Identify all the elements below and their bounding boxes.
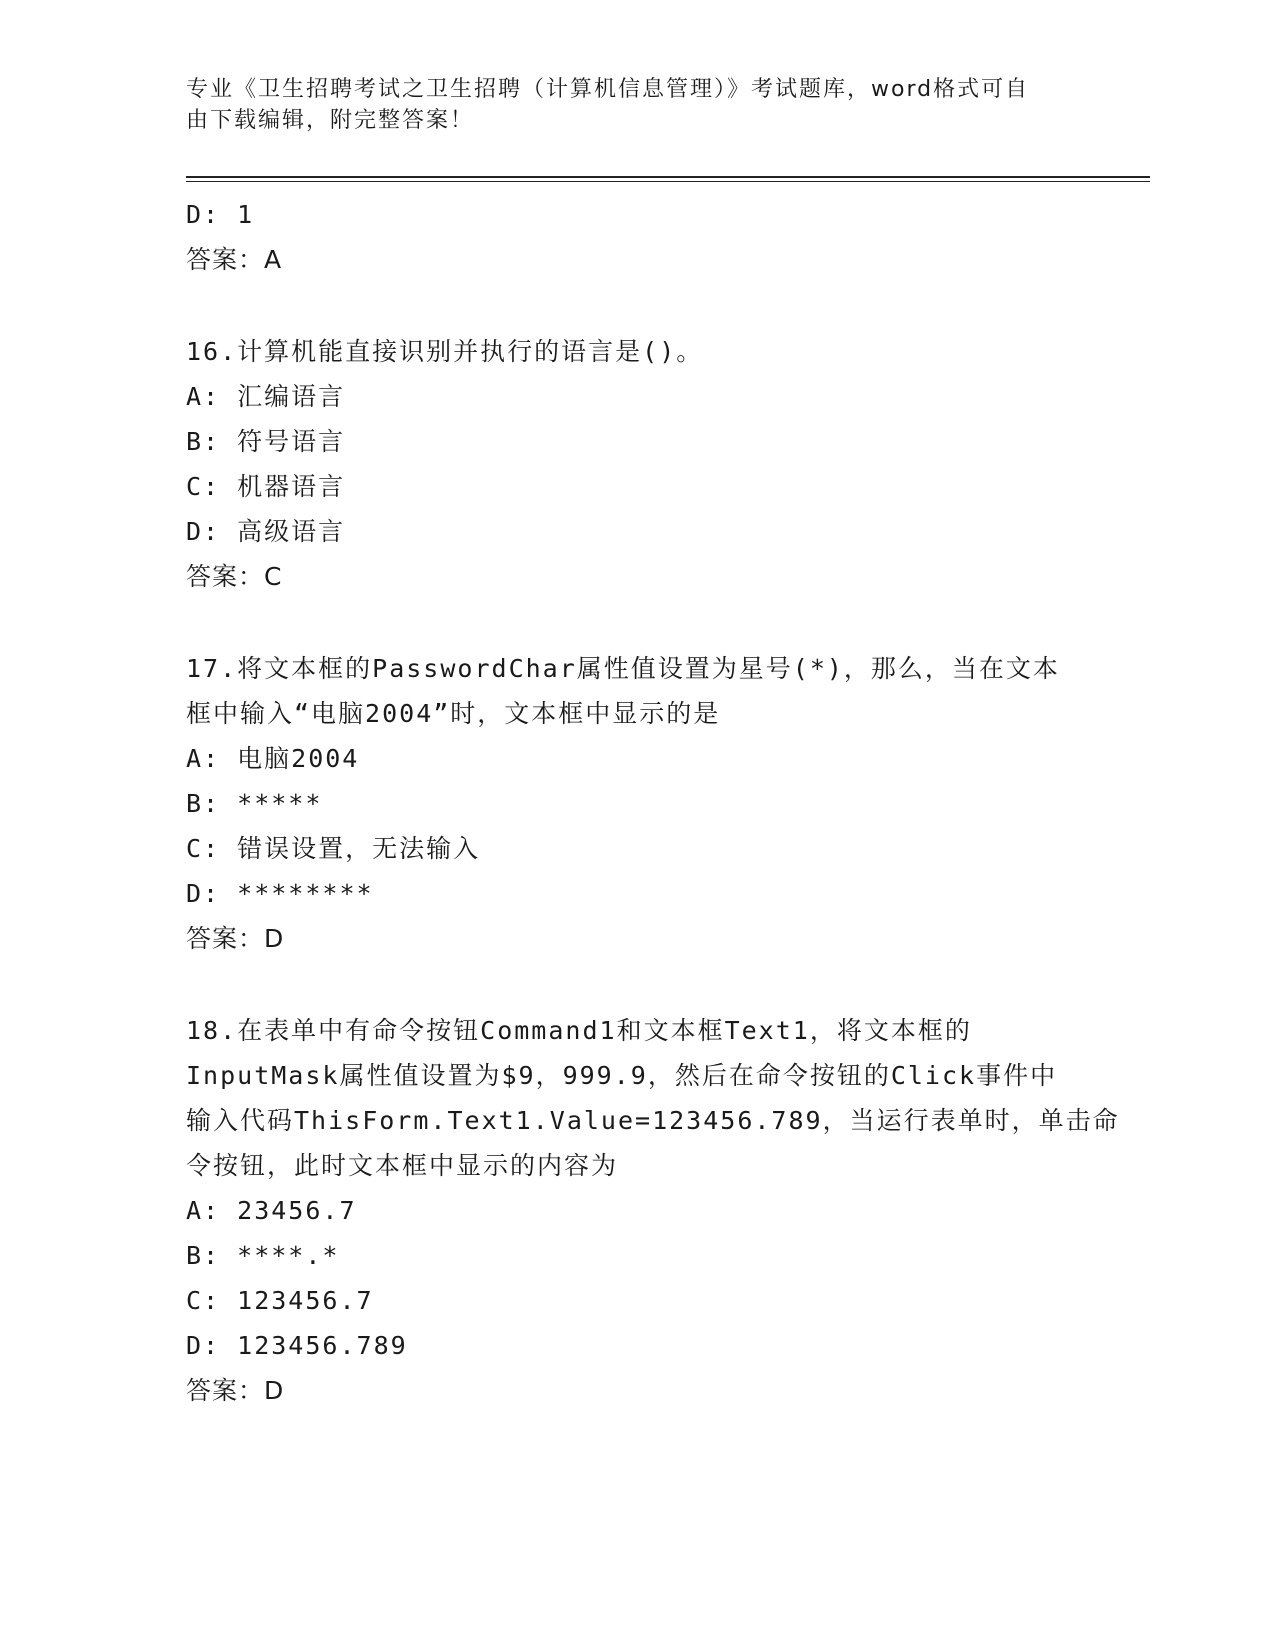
header-divider-thin <box>186 181 1150 182</box>
q17-option-a: A: 电脑2004 <box>186 744 360 773</box>
q16-stem: 16.计算机能直接识别并执行的语言是()。 <box>186 337 704 366</box>
q16-answer: 答案：C <box>186 562 283 591</box>
spacer <box>186 282 1086 329</box>
q18-option-c: C: 123456.7 <box>186 1286 374 1315</box>
q17-stem-line-1: 17.将文本框的PasswordChar属性值设置为星号(*)，那么，当在文本 <box>186 654 1060 683</box>
header-divider-thick <box>186 176 1150 178</box>
q18-option-b: B: ****.* <box>186 1241 340 1270</box>
q18-stem-line-4: 令按钮，此时文本框中显示的内容为 <box>186 1151 619 1180</box>
q16-option-b: B: 符号语言 <box>186 427 346 456</box>
q16-option-a: A: 汇编语言 <box>186 382 346 411</box>
q18-option-a: A: 23456.7 <box>186 1196 357 1225</box>
question-list <box>186 192 1120 1413</box>
q18-option-d: D: 123456.789 <box>186 1331 408 1360</box>
spacer <box>186 599 1086 646</box>
q18-stem-line-3: 输入代码ThisForm.Text1.Value=123456.789，当运行表单时，单击命 <box>186 1106 1120 1135</box>
q17-stem-line-2: 框中输入“电脑2004”时，文本框中显示的是 <box>186 699 721 728</box>
header-line-1: 专业《卫生招聘考试之卫生招聘（计算机信息管理）》考试题库，word格式可自 <box>186 77 1030 102</box>
q17-option-b: B: ***** <box>186 789 323 818</box>
q17-answer: 答案：D <box>186 924 285 953</box>
prev-option-d: D: 1 <box>186 200 255 229</box>
q18-stem-line-2: InputMask属性值设置为$9，999.9，然后在命令按钮的Click事件中 <box>186 1061 1058 1090</box>
q18-stem-line-1: 18.在表单中有命令按钮Command1和文本框Text1，将文本框的 <box>186 1016 972 1045</box>
header-line-2: 由下载编辑，附完整答案！ <box>186 108 475 133</box>
q17-option-d: D: ******** <box>186 879 374 908</box>
q18-answer: 答案：D <box>186 1376 285 1405</box>
prev-answer: 答案：A <box>186 245 283 274</box>
document-header <box>186 74 1066 136</box>
q16-option-c: C: 机器语言 <box>186 472 346 501</box>
q17-option-c: C: 错误设置，无法输入 <box>186 834 481 863</box>
spacer <box>186 961 1086 1008</box>
q16-option-d: D: 高级语言 <box>186 517 346 546</box>
